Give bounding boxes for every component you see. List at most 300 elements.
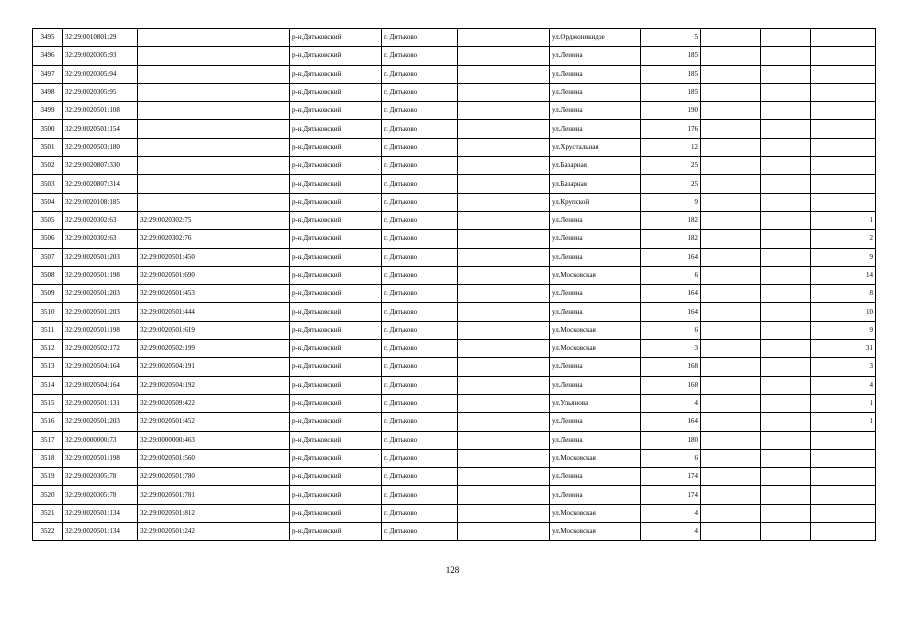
table-row	[33, 175, 876, 193]
building-cell	[701, 29, 761, 47]
row-number-cell: 3497	[33, 65, 63, 83]
row-number-cell: 3521	[33, 504, 63, 522]
city-cell: г. Дятьково	[382, 449, 458, 467]
cadastral-number-cell: 32:29:0020807:314	[63, 175, 138, 193]
structure-cell	[761, 83, 811, 101]
district-cell: р-н.Дятьковский	[290, 504, 382, 522]
district-cell: р-н.Дятьковский	[290, 394, 382, 412]
parent-cadastral-number-cell	[138, 29, 290, 47]
building-cell	[701, 413, 761, 431]
locality-cell	[458, 394, 550, 412]
row-number-cell: 3499	[33, 102, 63, 120]
house-number-cell: 6	[641, 449, 701, 467]
cadastral-number-cell: 32:29:0020108:185	[63, 193, 138, 211]
parent-cadastral-number-cell: 32:29:0020502:199	[138, 340, 290, 358]
street-cell: ул.Московская	[550, 504, 641, 522]
house-number-cell: 25	[641, 157, 701, 175]
locality-cell	[458, 523, 550, 541]
cadastral-number-cell: 32:29:0020302:63	[63, 211, 138, 229]
building-cell	[701, 285, 761, 303]
apartment-number-cell	[811, 102, 876, 120]
apartment-number-cell	[811, 486, 876, 504]
structure-cell	[761, 394, 811, 412]
apartment-number-cell	[811, 29, 876, 47]
apartment-number-cell	[811, 431, 876, 449]
table-row	[33, 193, 876, 211]
district-cell: р-н.Дятьковский	[290, 321, 382, 339]
house-number-cell: 3	[641, 340, 701, 358]
city-cell: г. Дятьково	[382, 138, 458, 156]
locality-cell	[458, 504, 550, 522]
locality-cell	[458, 413, 550, 431]
apartment-number-cell	[811, 468, 876, 486]
row-number-cell: 3517	[33, 431, 63, 449]
parent-cadastral-number-cell: 32:29:0020509:422	[138, 394, 290, 412]
parent-cadastral-number-cell	[138, 83, 290, 101]
city-cell: г. Дятьково	[382, 285, 458, 303]
house-number-cell: 174	[641, 486, 701, 504]
district-cell: р-н.Дятьковский	[290, 431, 382, 449]
building-cell	[701, 102, 761, 120]
parent-cadastral-number-cell: 32:29:0020501:812	[138, 504, 290, 522]
building-cell	[701, 120, 761, 138]
house-number-cell: 182	[641, 211, 701, 229]
house-number-cell: 168	[641, 358, 701, 376]
cadastral-number-cell: 32:29:0020501:134	[63, 504, 138, 522]
house-number-cell: 190	[641, 102, 701, 120]
parent-cadastral-number-cell: 32:29:0020302:75	[138, 211, 290, 229]
locality-cell	[458, 376, 550, 394]
table-row	[33, 266, 876, 284]
row-number-cell: 3508	[33, 266, 63, 284]
apartment-number-cell: 10	[811, 303, 876, 321]
district-cell: р-н.Дятьковский	[290, 65, 382, 83]
row-number-cell: 3496	[33, 47, 63, 65]
city-cell: г. Дятьково	[382, 303, 458, 321]
district-cell: р-н.Дятьковский	[290, 248, 382, 266]
district-cell: р-н.Дятьковский	[290, 486, 382, 504]
locality-cell	[458, 285, 550, 303]
structure-cell	[761, 102, 811, 120]
cadastral-number-cell: 32:29:0020504:164	[63, 358, 138, 376]
structure-cell	[761, 449, 811, 467]
house-number-cell: 164	[641, 285, 701, 303]
locality-cell	[458, 486, 550, 504]
structure-cell	[761, 230, 811, 248]
table-row	[33, 340, 876, 358]
table-row	[33, 65, 876, 83]
cadastral-number-cell: 32:29:0020305:78	[63, 486, 138, 504]
building-cell	[701, 266, 761, 284]
structure-cell	[761, 431, 811, 449]
locality-cell	[458, 157, 550, 175]
building-cell	[701, 65, 761, 83]
street-cell: ул.Ленина	[550, 248, 641, 266]
page-number: 128	[445, 565, 460, 575]
street-cell: ул.Ленина	[550, 285, 641, 303]
structure-cell	[761, 138, 811, 156]
district-cell: р-н.Дятьковский	[290, 376, 382, 394]
parent-cadastral-number-cell: 32:29:0020501:780	[138, 468, 290, 486]
street-cell: ул.Орджоникидзе	[550, 29, 641, 47]
table-row	[33, 523, 876, 541]
table-row	[33, 303, 876, 321]
structure-cell	[761, 285, 811, 303]
building-cell	[701, 138, 761, 156]
city-cell: г. Дятьково	[382, 193, 458, 211]
locality-cell	[458, 29, 550, 47]
city-cell: г. Дятьково	[382, 431, 458, 449]
table-row	[33, 394, 876, 412]
structure-cell	[761, 157, 811, 175]
street-cell: ул.Ленина	[550, 102, 641, 120]
locality-cell	[458, 175, 550, 193]
district-cell: р-н.Дятьковский	[290, 157, 382, 175]
row-number-cell: 3500	[33, 120, 63, 138]
cadastral-number-cell: 32:29:0020302:63	[63, 230, 138, 248]
cadastral-number-cell: 32:29:0000000:73	[63, 431, 138, 449]
apartment-number-cell	[811, 504, 876, 522]
building-cell	[701, 193, 761, 211]
house-number-cell: 5	[641, 29, 701, 47]
city-cell: г. Дятьково	[382, 29, 458, 47]
building-cell	[701, 211, 761, 229]
cadastral-number-cell: 32:29:0020501:203	[63, 303, 138, 321]
building-cell	[701, 248, 761, 266]
apartment-number-cell	[811, 47, 876, 65]
district-cell: р-н.Дятьковский	[290, 468, 382, 486]
house-number-cell: 6	[641, 266, 701, 284]
district-cell: р-н.Дятьковский	[290, 523, 382, 541]
row-number-cell: 3518	[33, 449, 63, 467]
house-number-cell: 174	[641, 468, 701, 486]
parent-cadastral-number-cell: 32:29:0020504:192	[138, 376, 290, 394]
cadastral-number-cell: 32:29:0020305:93	[63, 47, 138, 65]
locality-cell	[458, 138, 550, 156]
apartment-number-cell: 9	[811, 321, 876, 339]
table-row	[33, 102, 876, 120]
building-cell	[701, 157, 761, 175]
apartment-number-cell: 9	[811, 248, 876, 266]
table-row	[33, 468, 876, 486]
city-cell: г. Дятьково	[382, 102, 458, 120]
street-cell: ул.Ленина	[550, 211, 641, 229]
house-number-cell: 164	[641, 248, 701, 266]
table-row	[33, 449, 876, 467]
apartment-number-cell	[811, 83, 876, 101]
cadastral-number-cell: 32:29:0020502:172	[63, 340, 138, 358]
city-cell: г. Дятьково	[382, 523, 458, 541]
structure-cell	[761, 211, 811, 229]
cadastral-number-cell: 32:29:0020501:108	[63, 102, 138, 120]
building-cell	[701, 47, 761, 65]
structure-cell	[761, 175, 811, 193]
street-cell: ул.Ленина	[550, 413, 641, 431]
table-row	[33, 486, 876, 504]
street-cell: ул.Ленина	[550, 468, 641, 486]
house-number-cell: 4	[641, 504, 701, 522]
apartment-number-cell	[811, 193, 876, 211]
apartment-number-cell	[811, 523, 876, 541]
row-number-cell: 3520	[33, 486, 63, 504]
structure-cell	[761, 523, 811, 541]
structure-cell	[761, 486, 811, 504]
cadastral-number-cell: 32:29:0020501:198	[63, 449, 138, 467]
street-cell: ул.Ленина	[550, 230, 641, 248]
street-cell: ул.Ленина	[550, 83, 641, 101]
locality-cell	[458, 321, 550, 339]
city-cell: г. Дятьково	[382, 211, 458, 229]
street-cell: ул.Ульянова	[550, 394, 641, 412]
table-row	[33, 358, 876, 376]
district-cell: р-н.Дятьковский	[290, 413, 382, 431]
row-number-cell: 3503	[33, 175, 63, 193]
house-number-cell: 182	[641, 230, 701, 248]
street-cell: ул.Ленина	[550, 486, 641, 504]
table-row	[33, 157, 876, 175]
table-row	[33, 248, 876, 266]
cadastral-number-cell: 32:29:0020305:95	[63, 83, 138, 101]
city-cell: г. Дятьково	[382, 358, 458, 376]
street-cell: ул.Московская	[550, 523, 641, 541]
district-cell: р-н.Дятьковский	[290, 83, 382, 101]
city-cell: г. Дятьково	[382, 47, 458, 65]
locality-cell	[458, 431, 550, 449]
street-cell: ул.Московская	[550, 449, 641, 467]
city-cell: г. Дятьково	[382, 340, 458, 358]
row-number-cell: 3522	[33, 523, 63, 541]
locality-cell	[458, 358, 550, 376]
cadastral-number-cell: 32:29:0020501:203	[63, 285, 138, 303]
row-number-cell: 3505	[33, 211, 63, 229]
cadastral-number-cell: 32:29:0020501:203	[63, 248, 138, 266]
structure-cell	[761, 468, 811, 486]
parent-cadastral-number-cell	[138, 65, 290, 83]
locality-cell	[458, 248, 550, 266]
table-row	[33, 431, 876, 449]
table-row	[33, 47, 876, 65]
row-number-cell: 3507	[33, 248, 63, 266]
building-cell	[701, 175, 761, 193]
table-row	[33, 83, 876, 101]
street-cell: ул.Ленина	[550, 65, 641, 83]
row-number-cell: 3516	[33, 413, 63, 431]
row-number-cell: 3513	[33, 358, 63, 376]
street-cell: ул.Базарная	[550, 175, 641, 193]
city-cell: г. Дятьково	[382, 157, 458, 175]
street-cell: ул.Ленина	[550, 120, 641, 138]
city-cell: г. Дятьково	[382, 175, 458, 193]
parent-cadastral-number-cell: 32:29:0020501:781	[138, 486, 290, 504]
house-number-cell: 168	[641, 376, 701, 394]
parent-cadastral-number-cell: 32:29:0020501:453	[138, 285, 290, 303]
structure-cell	[761, 193, 811, 211]
row-number-cell: 3510	[33, 303, 63, 321]
city-cell: г. Дятьково	[382, 321, 458, 339]
locality-cell	[458, 449, 550, 467]
structure-cell	[761, 303, 811, 321]
cadastral-number-cell: 32:29:0020501:203	[63, 413, 138, 431]
locality-cell	[458, 193, 550, 211]
locality-cell	[458, 102, 550, 120]
parent-cadastral-number-cell	[138, 157, 290, 175]
house-number-cell: 180	[641, 431, 701, 449]
table-row	[33, 230, 876, 248]
locality-cell	[458, 120, 550, 138]
locality-cell	[458, 340, 550, 358]
district-cell: р-н.Дятьковский	[290, 211, 382, 229]
table-row	[33, 120, 876, 138]
building-cell	[701, 230, 761, 248]
cadastral-number-cell: 32:29:0020807:330	[63, 157, 138, 175]
table-body	[33, 29, 876, 541]
cadastral-number-cell: 32:29:0020305:94	[63, 65, 138, 83]
apartment-number-cell: 14	[811, 266, 876, 284]
city-cell: г. Дятьково	[382, 486, 458, 504]
cadastral-number-cell: 32:29:0010801:29	[63, 29, 138, 47]
structure-cell	[761, 413, 811, 431]
structure-cell	[761, 340, 811, 358]
house-number-cell: 164	[641, 303, 701, 321]
district-cell: р-н.Дятьковский	[290, 120, 382, 138]
parent-cadastral-number-cell	[138, 138, 290, 156]
city-cell: г. Дятьково	[382, 468, 458, 486]
apartment-number-cell: 1	[811, 394, 876, 412]
city-cell: г. Дятьково	[382, 413, 458, 431]
city-cell: г. Дятьково	[382, 83, 458, 101]
building-cell	[701, 340, 761, 358]
street-cell: ул.Ленина	[550, 303, 641, 321]
building-cell	[701, 303, 761, 321]
row-number-cell: 3512	[33, 340, 63, 358]
city-cell: г. Дятьково	[382, 504, 458, 522]
city-cell: г. Дятьково	[382, 376, 458, 394]
parent-cadastral-number-cell	[138, 193, 290, 211]
row-number-cell: 3498	[33, 83, 63, 101]
city-cell: г. Дятьково	[382, 120, 458, 138]
street-cell: ул.Московская	[550, 266, 641, 284]
house-number-cell: 6	[641, 321, 701, 339]
structure-cell	[761, 29, 811, 47]
building-cell	[701, 431, 761, 449]
street-cell: ул.Базарная	[550, 157, 641, 175]
parent-cadastral-number-cell: 32:29:0020501:690	[138, 266, 290, 284]
city-cell: г. Дятьково	[382, 266, 458, 284]
registry-table	[32, 28, 876, 541]
house-number-cell: 12	[641, 138, 701, 156]
row-number-cell: 3511	[33, 321, 63, 339]
apartment-number-cell: 1	[811, 211, 876, 229]
city-cell: г. Дятьково	[382, 394, 458, 412]
structure-cell	[761, 504, 811, 522]
locality-cell	[458, 47, 550, 65]
apartment-number-cell	[811, 157, 876, 175]
parent-cadastral-number-cell	[138, 175, 290, 193]
house-number-cell: 185	[641, 83, 701, 101]
row-number-cell: 3519	[33, 468, 63, 486]
building-cell	[701, 486, 761, 504]
parent-cadastral-number-cell: 32:29:0020501:619	[138, 321, 290, 339]
district-cell: р-н.Дятьковский	[290, 102, 382, 120]
city-cell: г. Дятьково	[382, 230, 458, 248]
structure-cell	[761, 248, 811, 266]
district-cell: р-н.Дятьковский	[290, 449, 382, 467]
house-number-cell: 176	[641, 120, 701, 138]
cadastral-number-cell: 32:29:0020501:154	[63, 120, 138, 138]
parent-cadastral-number-cell: 32:29:0000000:463	[138, 431, 290, 449]
building-cell	[701, 394, 761, 412]
apartment-number-cell: 1	[811, 413, 876, 431]
cadastral-number-cell: 32:29:0020305:78	[63, 468, 138, 486]
street-cell: ул.Ленина	[550, 358, 641, 376]
parent-cadastral-number-cell: 32:29:0020504:191	[138, 358, 290, 376]
parent-cadastral-number-cell: 32:29:0020302:76	[138, 230, 290, 248]
district-cell: р-н.Дятьковский	[290, 303, 382, 321]
locality-cell	[458, 211, 550, 229]
structure-cell	[761, 47, 811, 65]
street-cell: ул.Ленина	[550, 431, 641, 449]
street-cell: ул.Крупской	[550, 193, 641, 211]
row-number-cell: 3502	[33, 157, 63, 175]
structure-cell	[761, 321, 811, 339]
structure-cell	[761, 358, 811, 376]
table-row	[33, 413, 876, 431]
district-cell: р-н.Дятьковский	[290, 340, 382, 358]
district-cell: р-н.Дятьковский	[290, 47, 382, 65]
street-cell: ул.Московская	[550, 321, 641, 339]
building-cell	[701, 83, 761, 101]
district-cell: р-н.Дятьковский	[290, 193, 382, 211]
district-cell: р-н.Дятьковский	[290, 175, 382, 193]
parent-cadastral-number-cell	[138, 47, 290, 65]
apartment-number-cell	[811, 138, 876, 156]
locality-cell	[458, 303, 550, 321]
building-cell	[701, 321, 761, 339]
table-row	[33, 376, 876, 394]
city-cell: г. Дятьково	[382, 65, 458, 83]
house-number-cell: 4	[641, 523, 701, 541]
structure-cell	[761, 376, 811, 394]
building-cell	[701, 468, 761, 486]
structure-cell	[761, 266, 811, 284]
row-number-cell: 3506	[33, 230, 63, 248]
house-number-cell: 185	[641, 47, 701, 65]
district-cell: р-н.Дятьковский	[290, 358, 382, 376]
row-number-cell: 3495	[33, 29, 63, 47]
table-row	[33, 138, 876, 156]
apartment-number-cell	[811, 175, 876, 193]
table-row	[33, 29, 876, 47]
locality-cell	[458, 230, 550, 248]
table-row	[33, 504, 876, 522]
cadastral-number-cell: 32:29:0020501:131	[63, 394, 138, 412]
city-cell: г. Дятьково	[382, 248, 458, 266]
district-cell: р-н.Дятьковский	[290, 29, 382, 47]
row-number-cell: 3504	[33, 193, 63, 211]
apartment-number-cell: 2	[811, 230, 876, 248]
district-cell: р-н.Дятьковский	[290, 285, 382, 303]
building-cell	[701, 358, 761, 376]
district-cell: р-н.Дятьковский	[290, 230, 382, 248]
cadastral-number-cell: 32:29:0020503:180	[63, 138, 138, 156]
cadastral-number-cell: 32:29:0020501:198	[63, 266, 138, 284]
apartment-number-cell: 8	[811, 285, 876, 303]
row-number-cell: 3509	[33, 285, 63, 303]
building-cell	[701, 376, 761, 394]
parent-cadastral-number-cell: 32:29:0020501:444	[138, 303, 290, 321]
row-number-cell: 3514	[33, 376, 63, 394]
house-number-cell: 185	[641, 65, 701, 83]
